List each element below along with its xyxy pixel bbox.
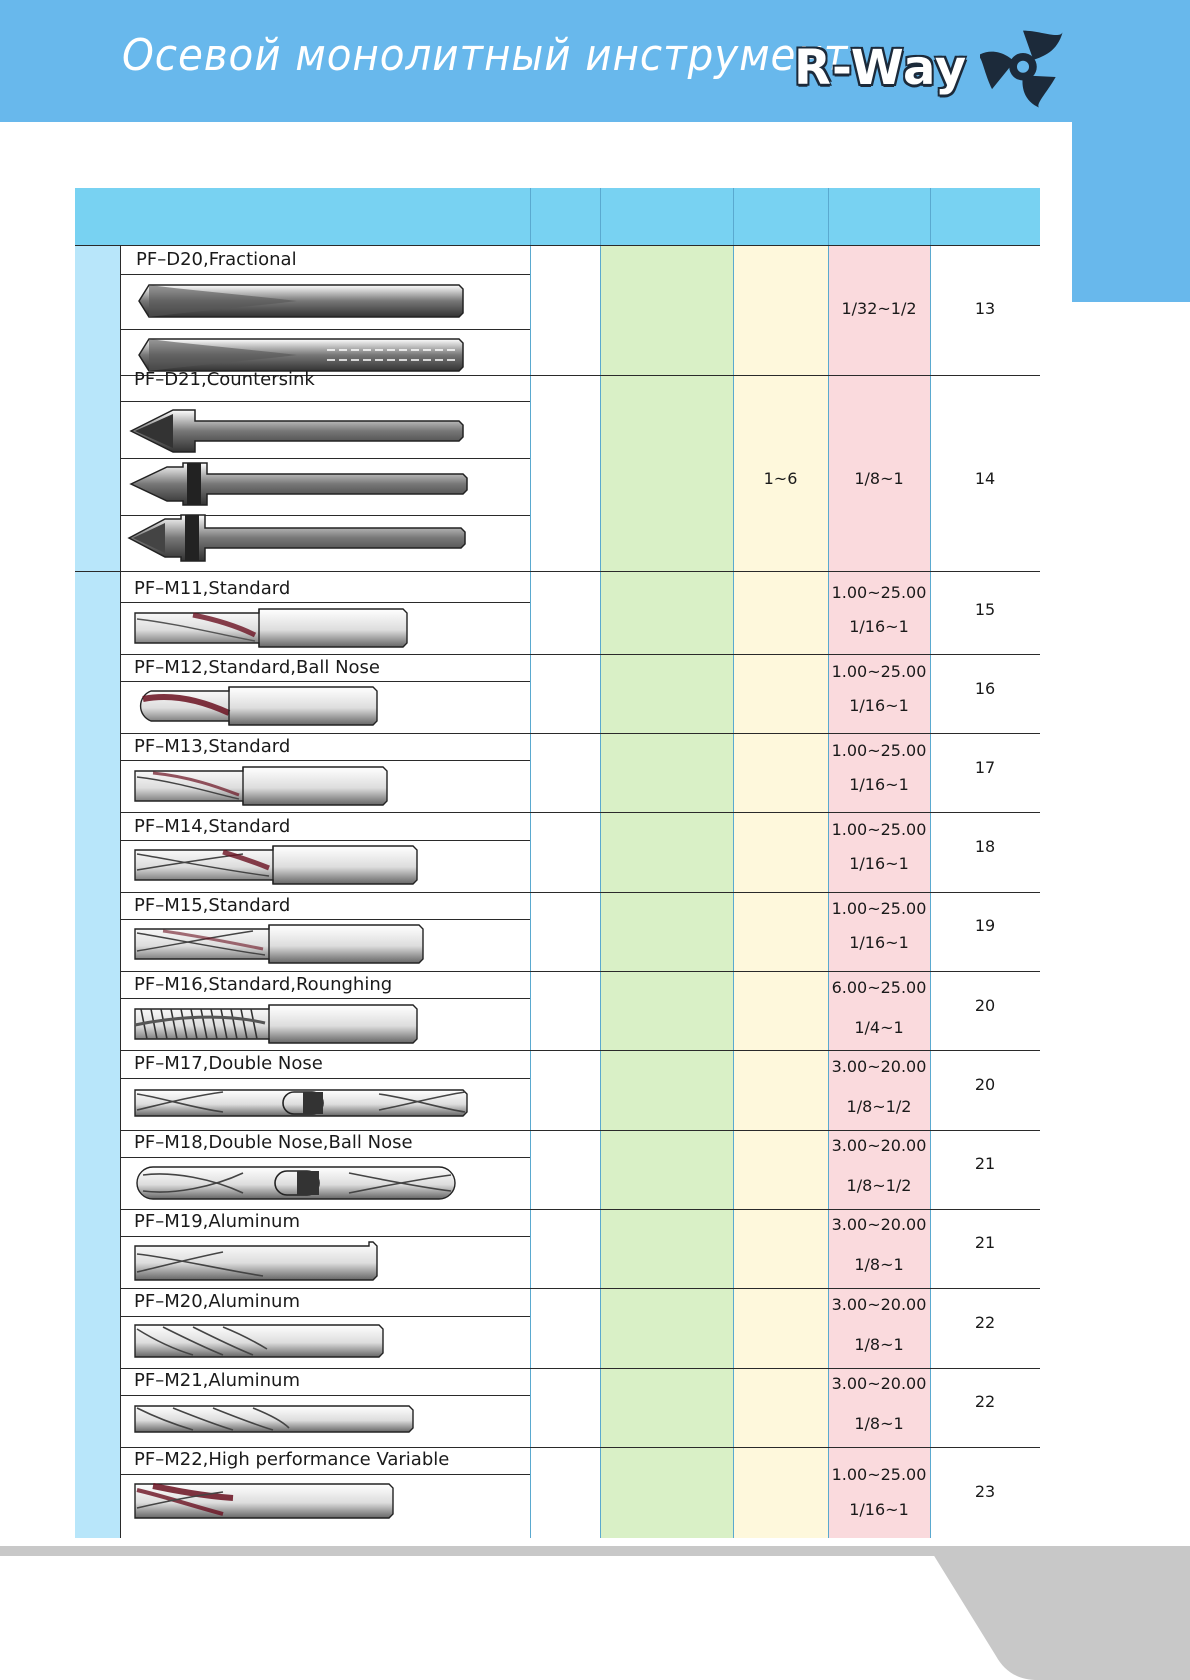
range-imperial: 1/16~1 — [849, 1500, 909, 1519]
divider — [120, 892, 1040, 893]
page-number: 18 — [974, 837, 996, 856]
countersink-icon — [129, 461, 469, 507]
divider — [120, 1316, 530, 1317]
page-number: 22 — [974, 1313, 996, 1332]
page-number: 20 — [974, 996, 996, 1015]
page-number: 21 — [974, 1233, 996, 1252]
page-number: 21 — [974, 1154, 996, 1173]
product-name: PF–M16,Standard,Rounghing — [134, 974, 393, 995]
divider — [733, 188, 734, 1538]
range-imperial: 1/8~1 — [854, 1255, 904, 1274]
end-mill-icon — [133, 765, 393, 807]
extra-value: 1~6 — [763, 469, 798, 488]
range-metric: 1.00~25.00 — [831, 1465, 927, 1484]
product-name: PF–D20,Fractional — [136, 249, 297, 270]
end-mill-icon — [133, 923, 429, 965]
divider — [120, 812, 1040, 813]
product-name: PF–M17,Double Nose — [134, 1053, 323, 1074]
table-header-row — [75, 188, 1040, 245]
page-number: 14 — [974, 469, 996, 488]
product-name: PF–M11,Standard — [134, 578, 291, 599]
divider — [120, 329, 530, 330]
divider — [120, 1157, 530, 1158]
page-number: 17 — [974, 758, 996, 777]
range-imperial: 1/32~1/2 — [841, 299, 917, 318]
range-imperial: 1/16~1 — [849, 775, 909, 794]
range-metric: 1.00~25.00 — [831, 583, 927, 602]
range-imperial: 1/16~1 — [849, 617, 909, 636]
page-number: 23 — [974, 1482, 996, 1501]
side-tab — [1072, 0, 1190, 302]
divider — [120, 401, 530, 402]
divider — [120, 1288, 1040, 1289]
product-name: PF–M19,Aluminum — [134, 1211, 300, 1232]
range-imperial: 1/8~1 — [854, 1335, 904, 1354]
product-name: PF–M15,Standard — [134, 895, 291, 916]
range-imperial: 1/16~1 — [849, 696, 909, 715]
divider — [120, 840, 530, 841]
brand-name: R-Way — [794, 40, 968, 96]
brand-logo — [790, 18, 1070, 108]
aluminum-end-mill-icon — [133, 1319, 393, 1361]
range-metric: 3.00~20.00 — [831, 1057, 927, 1076]
divider — [120, 1474, 530, 1475]
product-name: PF–D21,Countersink — [134, 369, 315, 390]
product-name: PF–M12,Standard,Ball Nose — [134, 657, 381, 678]
variable-helix-end-mill-icon — [133, 1478, 403, 1522]
divider — [120, 971, 1040, 972]
roughing-end-mill-icon — [133, 1003, 423, 1045]
range-imperial: 1/16~1 — [849, 933, 909, 952]
divider — [120, 1447, 1040, 1448]
divider — [120, 274, 530, 275]
countersink-icon — [129, 408, 469, 454]
double-end-mill-icon — [133, 1082, 473, 1124]
divider — [120, 602, 530, 603]
divider — [120, 681, 530, 682]
divider — [120, 458, 530, 459]
page-number: 19 — [974, 916, 996, 935]
divider — [75, 245, 1040, 246]
divider — [120, 760, 530, 761]
aluminum-end-mill-icon — [133, 1400, 423, 1436]
range-imperial: 1/16~1 — [849, 854, 909, 873]
divider — [120, 998, 530, 999]
divider — [120, 1368, 1040, 1369]
range-metric: 3.00~20.00 — [831, 1215, 927, 1234]
divider — [120, 1078, 530, 1079]
divider — [120, 1209, 1040, 1210]
page-number: 16 — [974, 679, 996, 698]
divider — [120, 1050, 1040, 1051]
range-imperial: 1/8~1 — [854, 1414, 904, 1433]
product-table — [75, 188, 1040, 1538]
page-number: 15 — [974, 600, 996, 619]
product-name: PF–M18,Double Nose,Ball Nose — [134, 1132, 413, 1153]
range-metric: 1.00~25.00 — [831, 820, 927, 839]
end-mill-icon — [133, 844, 423, 886]
range-metric: 3.00~20.00 — [831, 1295, 927, 1314]
range-metric: 1.00~25.00 — [831, 741, 927, 760]
range-imperial: 1/8~1 — [854, 469, 904, 488]
product-name: PF–M20,Aluminum — [134, 1291, 300, 1312]
product-name: PF–M21,Aluminum — [134, 1370, 300, 1391]
page-number: 22 — [974, 1392, 996, 1411]
range-metric: 3.00~20.00 — [831, 1374, 927, 1393]
range-metric: 1.00~25.00 — [831, 662, 927, 681]
aluminum-end-mill-icon — [133, 1240, 383, 1282]
page-number: 13 — [974, 299, 996, 318]
divider — [530, 188, 531, 1538]
range-imperial: 1/4~1 — [854, 1018, 904, 1037]
range-metric: 1.00~25.00 — [831, 899, 927, 918]
product-name: PF–M13,Standard — [134, 736, 291, 757]
page-number: 20 — [974, 1075, 996, 1094]
drill-bit-icon — [137, 281, 467, 321]
divider — [120, 1236, 530, 1237]
countersink-icon — [127, 513, 467, 563]
end-mill-icon — [133, 607, 413, 649]
ball-nose-end-mill-icon — [133, 685, 383, 727]
footer-corner — [928, 1546, 1190, 1680]
divider — [930, 188, 931, 1538]
shuriken-logo-icon — [980, 22, 1066, 108]
range-imperial: 1/8~1/2 — [846, 1097, 912, 1116]
divider — [75, 571, 1040, 572]
range-metric: 3.00~20.00 — [831, 1136, 927, 1155]
divider — [120, 1130, 1040, 1131]
divider — [120, 733, 1040, 734]
divider — [600, 188, 601, 1538]
page-title: Осевой монолитный инструмент — [122, 30, 849, 81]
group-column — [75, 245, 120, 1538]
product-name: PF–M14,Standard — [134, 816, 291, 837]
double-ball-end-mill-icon — [133, 1161, 463, 1205]
divider — [120, 1395, 530, 1396]
range-imperial: 1/8~1/2 — [846, 1176, 912, 1195]
divider — [120, 919, 530, 920]
product-name: PF–M22,High performance Variable — [134, 1449, 450, 1470]
range-metric: 6.00~25.00 — [831, 978, 927, 997]
divider — [120, 654, 1040, 655]
